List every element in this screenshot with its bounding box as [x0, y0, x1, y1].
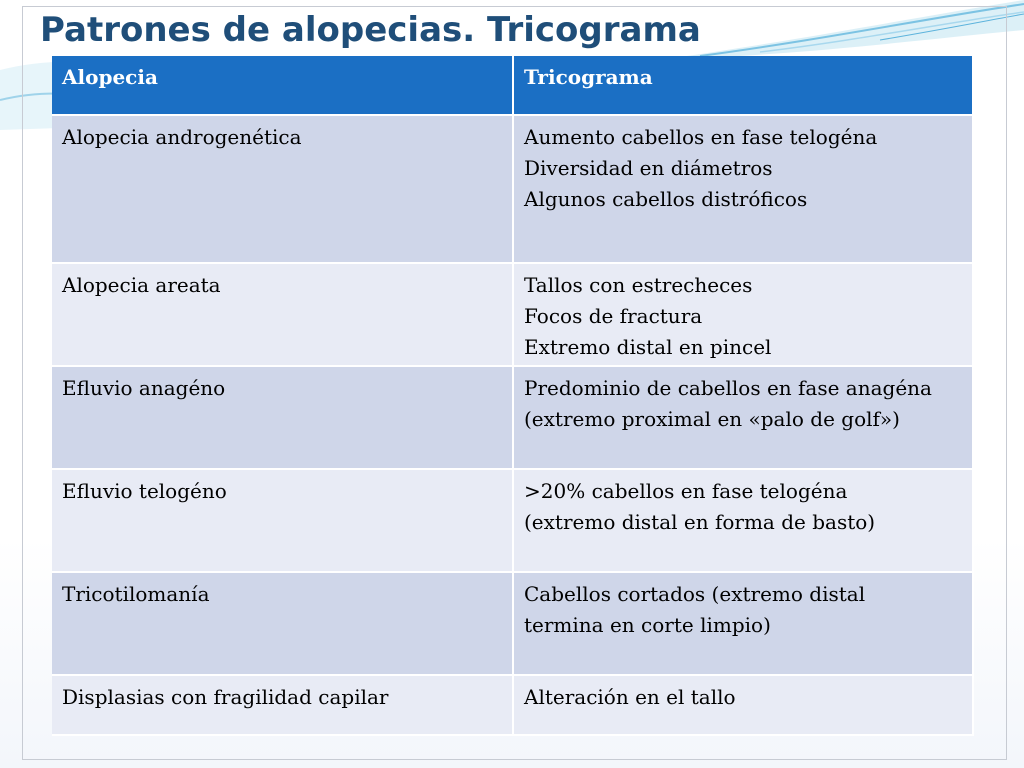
table-row — [52, 469, 973, 572]
table-row — [52, 675, 973, 735]
tricograma-table — [52, 56, 974, 736]
table-row — [52, 263, 973, 366]
cell-tricograma — [513, 572, 973, 675]
cell-line: (extremo proximal en «palo de golf») — [524, 407, 900, 431]
cell-alopecia: Alopecia areata — [52, 263, 513, 366]
column-header-tricograma: Tricograma — [513, 56, 973, 115]
cell-tricograma — [513, 675, 973, 735]
cell-line: Tallos con estrecheces — [524, 273, 753, 297]
page-title: Patrones de alopecias. Tricograma — [40, 10, 701, 50]
cell-alopecia: Displasias con fragilidad capilar — [52, 675, 513, 735]
cell-line: Predominio de cabellos en fase anagéna — [524, 376, 932, 400]
cell-line: Focos de fractura — [524, 304, 703, 328]
cell-line: Algunos cabellos distróficos — [524, 187, 808, 211]
cell-line: Diversidad en diámetros — [524, 156, 773, 180]
cell-line: >20% cabellos en fase telogéna — [524, 479, 848, 503]
cell-tricograma — [513, 366, 973, 469]
table-header-row — [52, 56, 973, 115]
column-header-alopecia: Alopecia — [52, 56, 513, 115]
table-row — [52, 366, 973, 469]
cell-alopecia: Efluvio anagéno — [52, 366, 513, 469]
cell-alopecia: Tricotilomanía — [52, 572, 513, 675]
cell-line: Cabellos cortados (extremo distal — [524, 582, 866, 606]
cell-tricograma — [513, 263, 973, 366]
cell-tricograma — [513, 115, 973, 263]
cell-line: (extremo distal en forma de basto) — [524, 510, 876, 534]
cell-line: Alteración en el tallo — [524, 685, 736, 709]
cell-line: termina en corte limpio) — [524, 613, 771, 637]
table-row — [52, 115, 973, 263]
cell-tricograma — [513, 469, 973, 572]
table-row — [52, 572, 973, 675]
cell-line: Extremo distal en pincel — [524, 335, 772, 359]
cell-alopecia: Alopecia androgenética — [52, 115, 513, 263]
cell-line: Aumento cabellos en fase telogéna — [524, 125, 878, 149]
cell-alopecia: Efluvio telogéno — [52, 469, 513, 572]
